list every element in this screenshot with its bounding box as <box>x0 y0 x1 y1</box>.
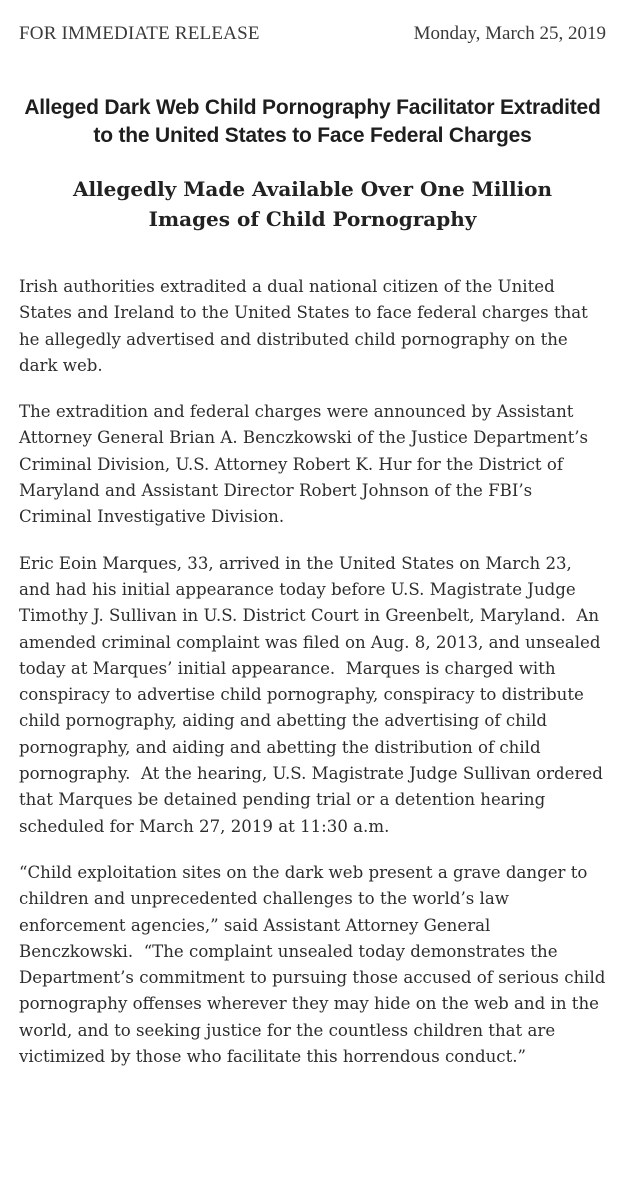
headline: Alleged Dark Web Child Pornography Facilitator Extradited to the United States to Face Federal Charges <box>24 96 601 147</box>
paragraph-3: Eric Eoin Marques, 33, arrived in the United States on March 23, and had his initial appearance today before U.S. Magistrate Judge Timothy J. Sullivan in U.S. District Court in Greenbelt, Maryland. An amended criminal complaint was filed on Aug. 8, 2013, and unsealed today at Marques’ initial appearance. Marques is charged with conspiracy to advertise child pornography, conspiracy to distribute child pornography, aiding and abetting the advertising of child pornography, and aiding and abetting the distribution of child pornography. At the hearing, U.S. Magistrate Judge Sullivan ordered that Marques be detained pending trial or a detention hearing scheduled for March 27, 2019 at 11:30 a.m. <box>19 553 609 836</box>
paragraph-1: Irish authorities extradited a dual national citizen of the United States and Ireland to the United States to face federal charges that he allegedly advertised and distributed child pornography on the dark web. <box>19 277 594 375</box>
paragraph-4: “Child exploitation sites on the dark web present a grave danger to children and unprecedented challenges to the world’s law enforcement agencies,” said Assistant Attorney General Benczkowski. “The complaint unsealed today demonstrates the Department’s commitment to pursuing those accused of serious child pornography offenses wherever they may hide on the web and in the world, and to seeking justice for the countless children that are victimized by those who facilitate this horrendous conduct.” <box>19 862 611 1067</box>
subheadline: Allegedly Made Available Over One Million Images of Child Pornography <box>72 177 553 231</box>
release-label: FOR IMMEDIATE RELEASE <box>19 23 260 44</box>
paragraph-2: The extradition and federal charges were announced by Assistant Attorney General Brian A. Benczkowski of the Justice Department’s Criminal Division, U.S. Attorney Robert K. Hur for the District of Maryland and Assistant Director Robert Johnson of the FBI’s Criminal Investigative Division. <box>19 402 594 527</box>
article-body <box>19 234 611 1070</box>
release-header <box>19 0 606 70</box>
release-date: Monday, March 25, 2019 <box>413 23 606 44</box>
